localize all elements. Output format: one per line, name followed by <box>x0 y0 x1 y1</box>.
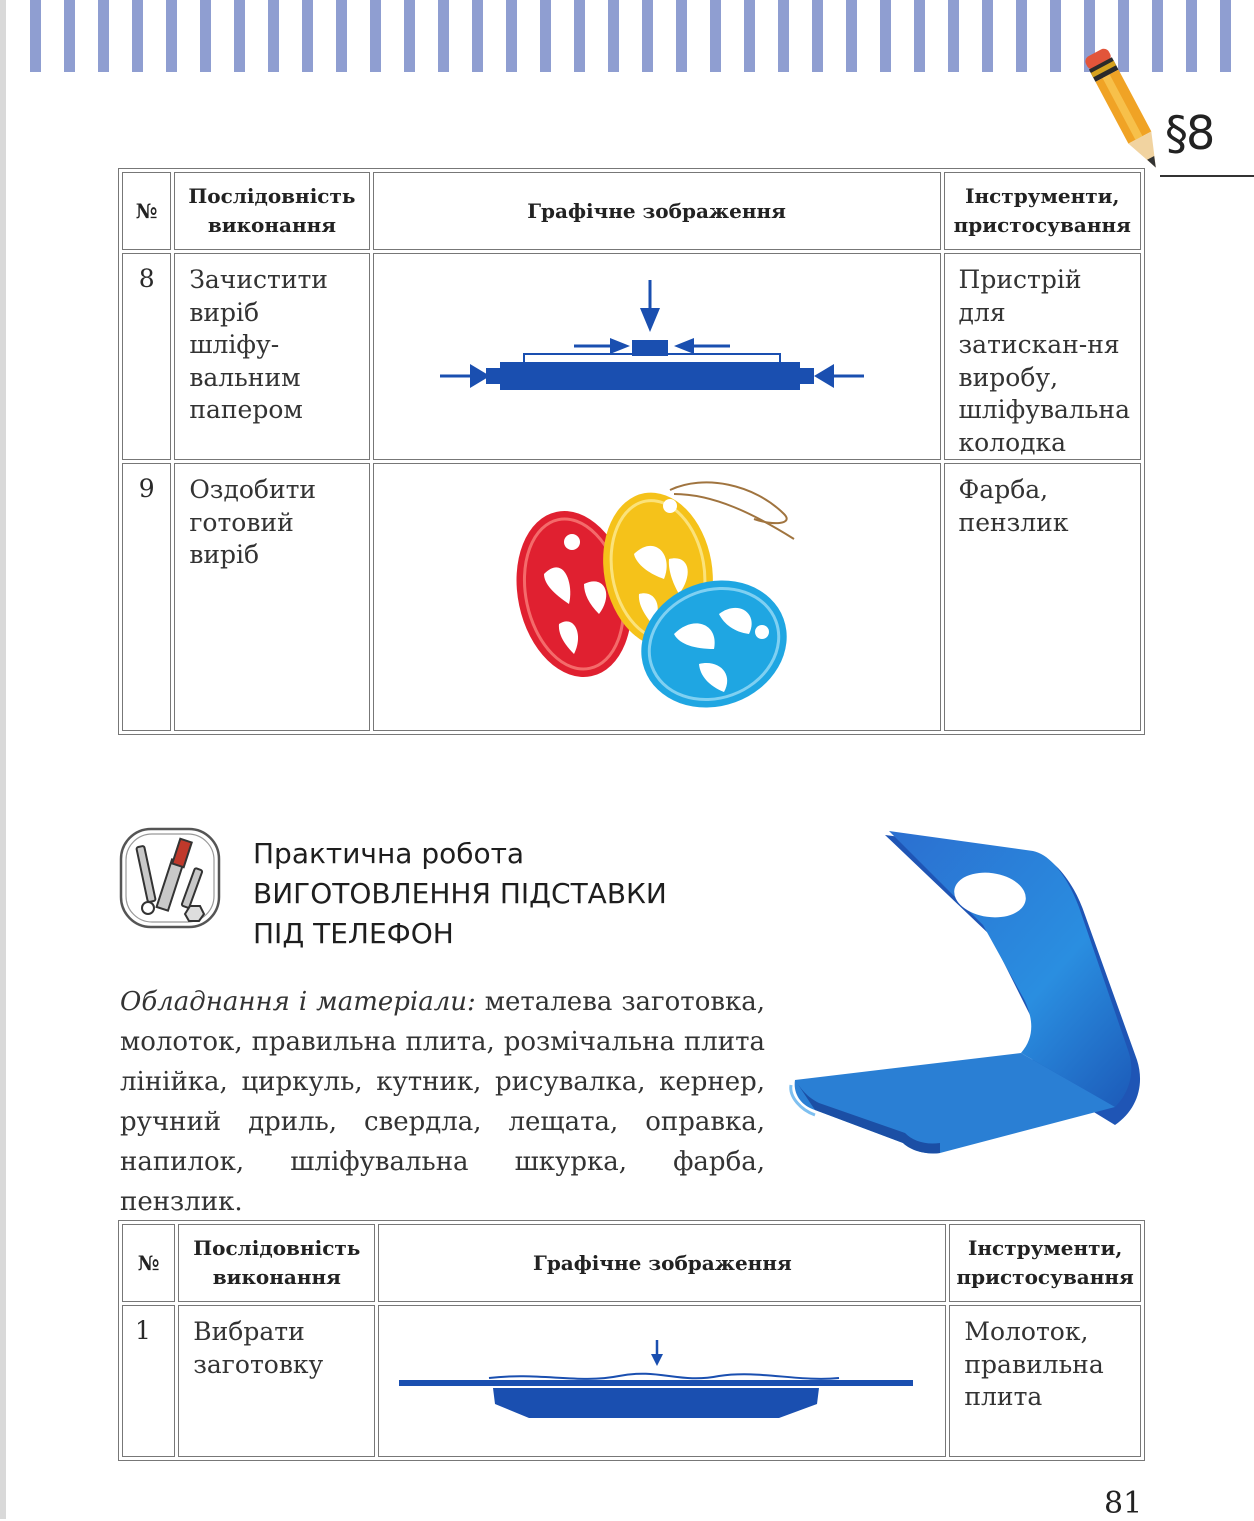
row-tools: Молоток, правильна плита <box>949 1305 1141 1457</box>
row-num: 9 <box>122 463 171 731</box>
row-num: 8 <box>122 253 171 460</box>
row-sequence: Зачистити виріб шліфу-вальним папером <box>174 253 369 460</box>
straightening-diagram-icon <box>379 1306 945 1452</box>
header-sequence: Послідовність виконання <box>178 1224 375 1302</box>
row-sequence: Оздобити готовий виріб <box>174 463 369 731</box>
section-underline <box>1160 175 1254 177</box>
phone-stand-icon <box>785 825 1145 1160</box>
clamping-diagram-icon <box>374 254 940 435</box>
row-graphic <box>373 463 941 731</box>
header-graphic: Графічне зображення <box>373 172 941 250</box>
row-graphic <box>378 1305 946 1457</box>
row-graphic <box>373 253 941 460</box>
header-stripes <box>30 0 1252 72</box>
row-tools: Фарба, пензлик <box>944 463 1141 731</box>
steps-table-bottom <box>118 1220 1145 1461</box>
pencil-icon <box>1083 36 1173 186</box>
table-row <box>122 463 1141 731</box>
row-sequence: Вибрати заготовку <box>178 1305 375 1457</box>
page-number: 81 <box>1104 1486 1143 1521</box>
practical-title <box>253 834 667 954</box>
section-number: §8 <box>1165 106 1214 160</box>
row-tools: Пристрій для затискан-ня виробу, шліфувальна колодка <box>944 253 1141 460</box>
practical-title-line2: ПІД ТЕЛЕФОН <box>253 917 454 950</box>
header-tools: Інструменти, пристосування <box>944 172 1141 250</box>
equipment-text: металева заготовка, молоток, правильна плита, розмічальна плита лінійка, циркуль, кутник, рисувалка, кернер, ручний дриль, свердла, лещата, оправка, напилок, шліфувальна шкурка, фарба, пензлик. <box>120 987 765 1217</box>
tools-icon <box>118 826 222 930</box>
practical-title-line1: ВИГОТОВЛЕННЯ ПІДСТАВКИ <box>253 877 667 910</box>
header-sequence: Послідовність виконання <box>174 172 369 250</box>
painted-pendants-icon <box>374 464 940 726</box>
table-row <box>122 253 1141 460</box>
header-tools: Інструменти, пристосування <box>949 1224 1141 1302</box>
practical-label: Практична робота <box>253 837 525 870</box>
table-row <box>122 1305 1141 1457</box>
header-num: № <box>122 1224 175 1302</box>
equipment-label: Обладнання і матеріали: <box>120 987 476 1017</box>
header-num: № <box>122 172 171 250</box>
row-num: 1 <box>122 1305 175 1457</box>
header-graphic: Графічне зображення <box>378 1224 946 1302</box>
page-edge <box>0 0 6 1519</box>
equipment-paragraph <box>120 982 765 1222</box>
steps-table-top <box>118 168 1145 735</box>
